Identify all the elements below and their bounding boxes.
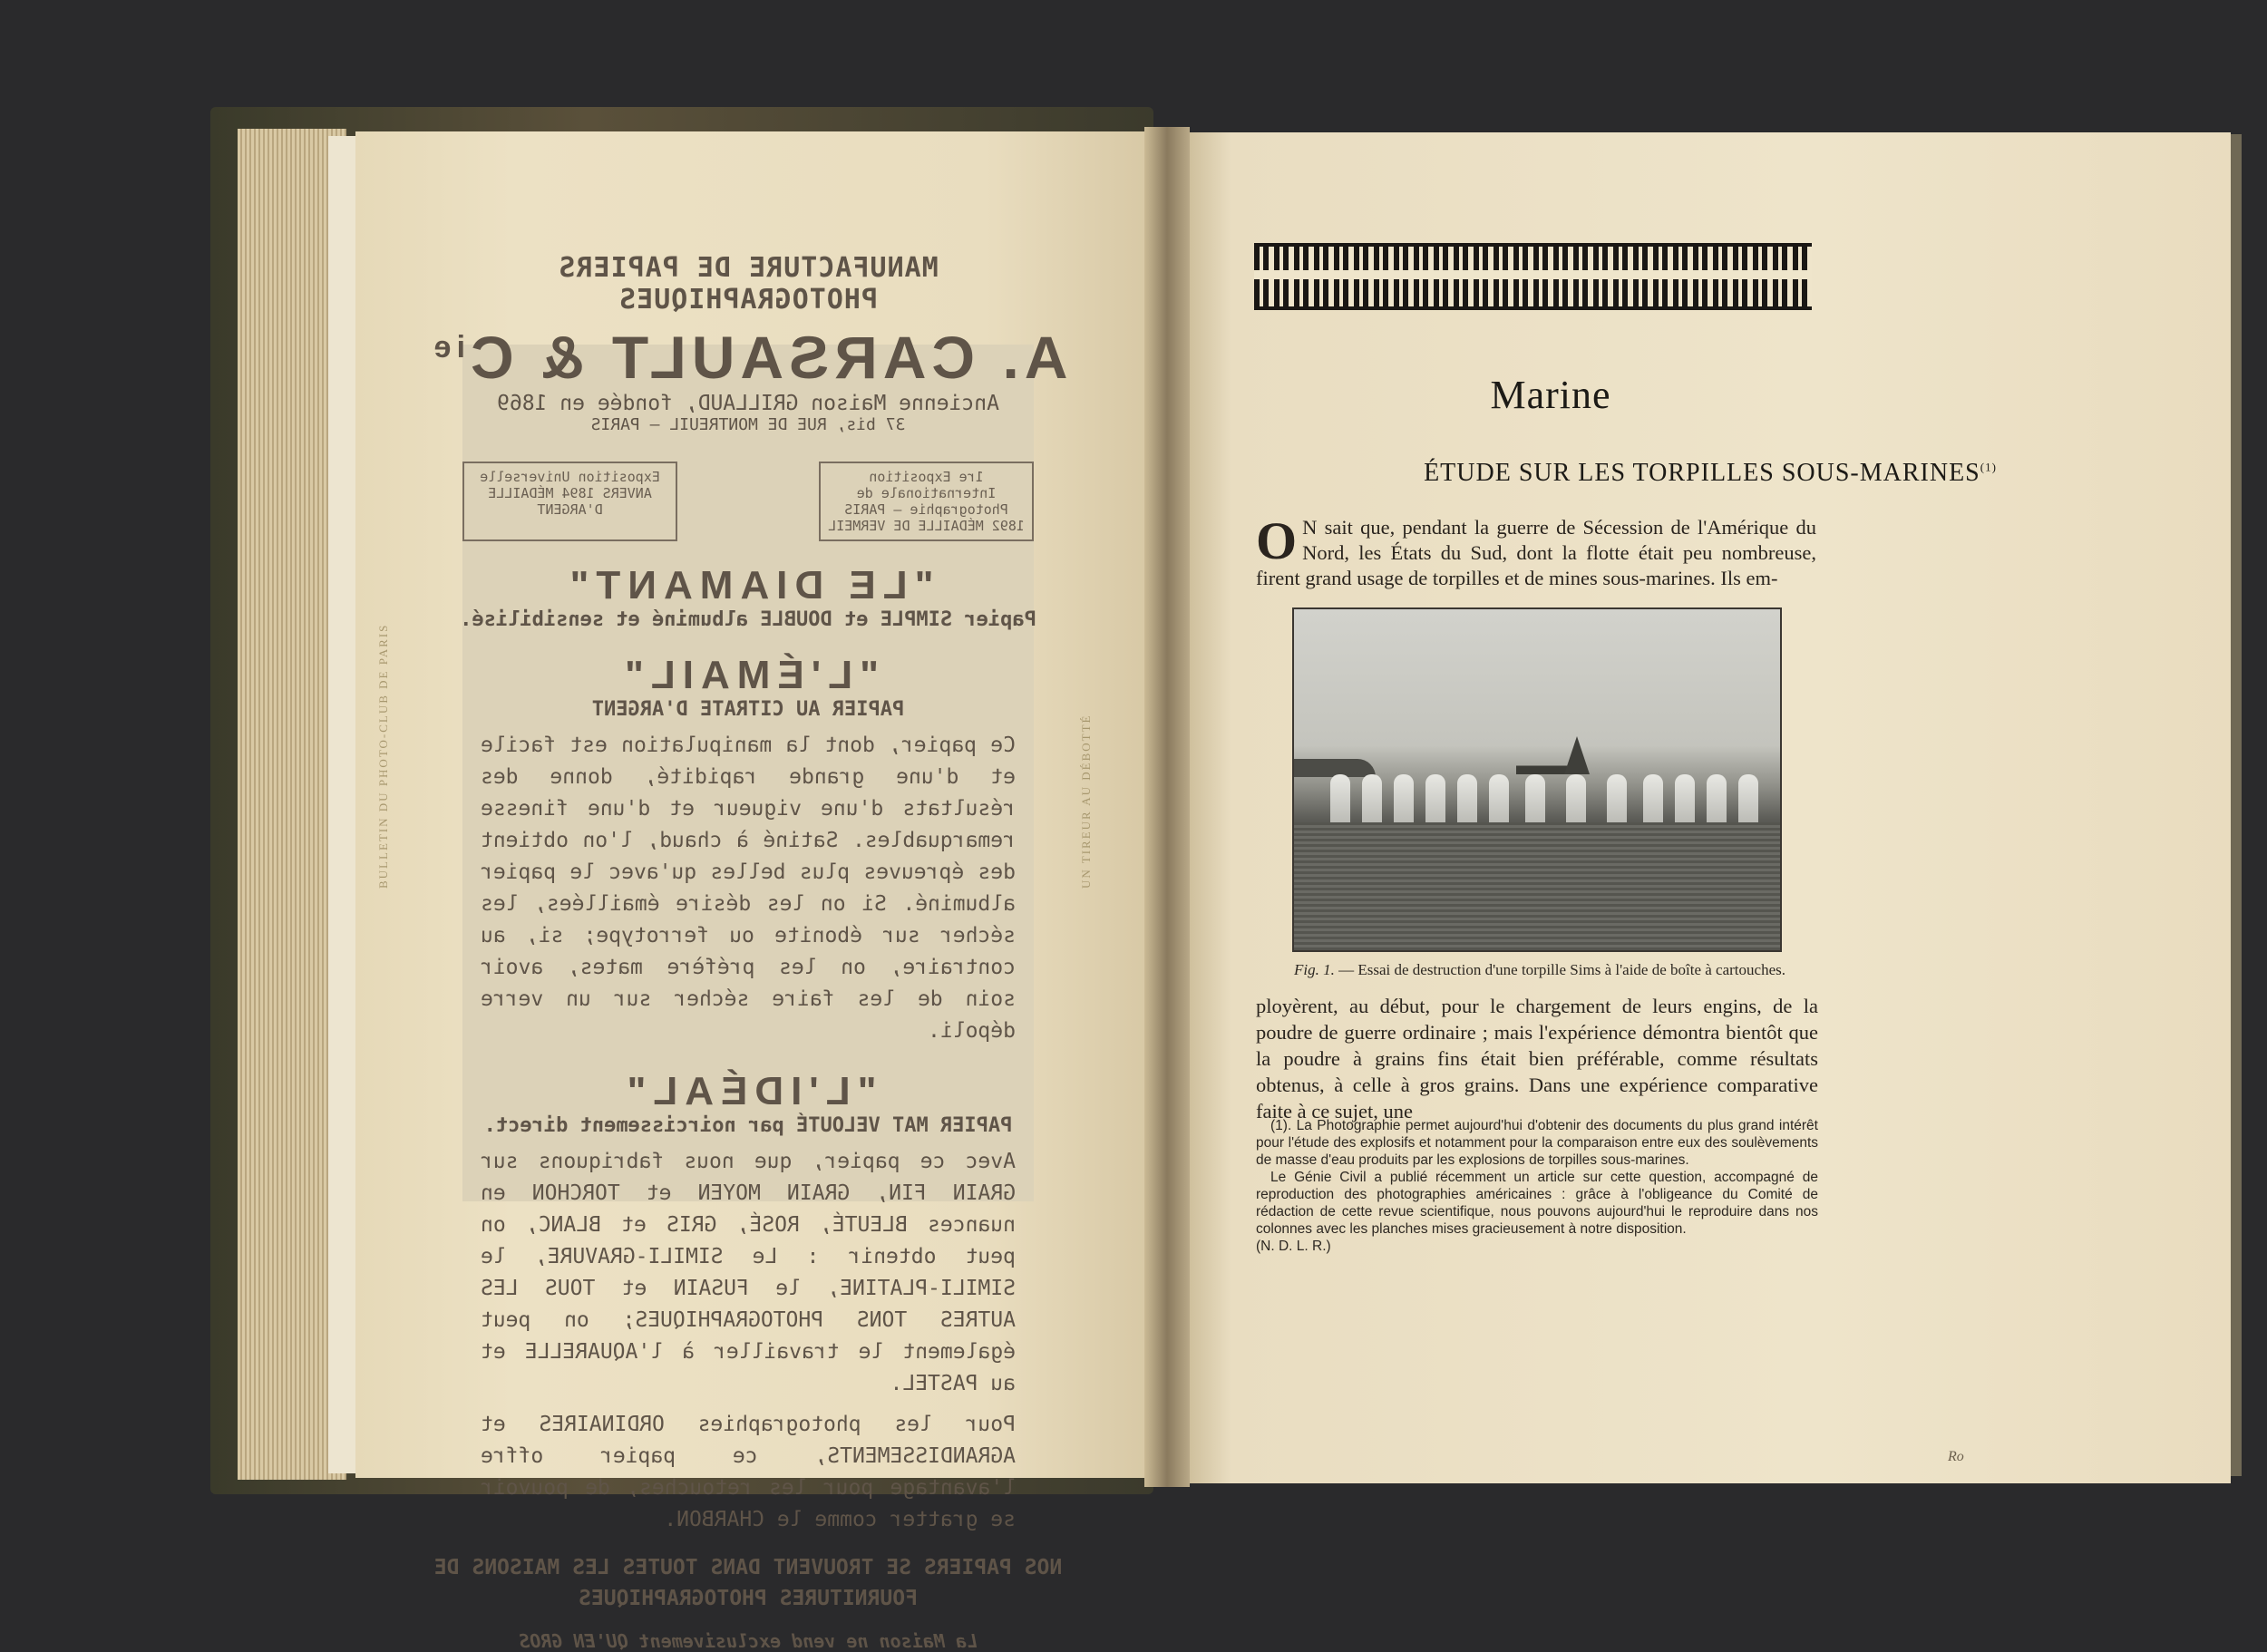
spine-label-left: BULLETIN DU PHOTO-CLUB DE PARIS [376,623,390,889]
advert-brand-sup: ie [428,330,465,364]
advert-address: 37 bis, RUE DE MONTREUIL — PARIS [590,415,906,434]
book-spine [1144,127,1190,1487]
product-email-text: Ce papier, dont la manipulation est facile et d'une grande rapidité, donne des résultats d'une vigueur et d'une finesse remarquables. Satiné à chaud, l'on obtient des épreuves plus belles qu'avec le papier albuminé. Si on les désire émaillées, les sécher sur ébonite ou ferrotype; si, au contraire, on les préfère mates, avoir soin de les faire sécher sur un verre dépoli. [481,734,1016,1043]
photo-splash [1330,774,1350,827]
photo-splash [1394,774,1414,827]
figure-label: Fig. 1. [1294,961,1335,978]
advert-brand-name: A. CARSAULT & C [464,324,1068,391]
photo-ship [1516,745,1571,774]
photo-splash [1457,774,1477,827]
photo-splash [1489,774,1509,827]
product-email: "L'ÉMAIL" [618,653,879,697]
medal-box-1: 1re Exposition Internationale de Photographie — PARIS 1892 MÉDAILLE DE VERMEIL [819,462,1034,541]
advert-brand [426,323,1070,392]
product-email-sub: PAPIER AU CITRATE D'ARGENT [591,698,905,721]
figure-caption [1259,961,1821,979]
medal-box-2: Exposition Universelle ANVERS 1894 MÉDAILLE D'ARGENT [462,462,677,541]
advert-footer: NOS PAPIERS SE TROUVENT DANS TOUTES LES MAISONS DE FOURNITURES PHOTOGRAPHIQUES [433,1556,1063,1610]
photo-splash [1566,774,1586,827]
product-ideal-sub: PAPIER MAT VELOUTÉ par noircissement direct. [483,1114,1013,1137]
advert-manufacturer: MANUFACTURE DE PAPIERS PHOTOGRAPHIQUES [558,252,939,316]
photo-splash [1643,774,1663,827]
photo-water [1294,822,1780,952]
intro-text: N sait que, pendant la guerre de Sécession de l'Amérique du Nord, les États du Sud, dont la flotte était peu nombreuse, firent grand usage de torpilles et de mines sous-marines. Ils em- [1256,516,1816,589]
advert-footer-2: La Maison ne vend exclusivement QU'EN GROS [519,1630,978,1652]
footnote [1256,1117,1818,1255]
footnote-sign: (N. D. L. R.) [1256,1239,1331,1254]
article-note-ref: (1) [1980,460,1997,474]
footnote-1: (1). La Photographie permet aujourd'hui d'obtenir des documents du plus grand intérêt pour l'étude des explosifs et notamment pour la comparaison entre eux des soulèvements de masse d'eau produits par les explosions de torpilles sous-marines. [1256,1118,1818,1168]
section-title: Marine [1490,373,1611,417]
spine-label-right: UN TIREUR AU DÉBOTTÉ [1079,714,1093,889]
advert-medals [426,462,1070,541]
article-body: ployèrent, au début, pour le chargement de leurs engins, de la poudre de guerre ordinaire ; mais l'expérience démontra bientôt que la poudre à grains fins était bien préférable, comme résultats obtenus, à celle à gros grains. Dans une expérience comparative faite à ce sujet, une [1256,995,1818,1122]
photo-splash [1607,774,1627,827]
ornamental-header-band [1254,243,1812,310]
figure-caption-text: — Essai de destruction d'une torpille Sims à l'aide de boîte à cartouches. [1338,961,1785,978]
photo-splash [1362,774,1382,827]
torpedo-photograph [1292,607,1782,952]
product-ideal-text: Avec ce papier, que nous fabriquons sur GRAIN FIN, GRAIN MOYEN et TORCHON en nuances BLEUTÉ, ROSÉ, GRIS et BLANC, on peut obtenir : Le SIMILI-GRAVURE, le SIMILI-PLATINE, le FUSAIN et TOUS LES AUTRES TONS PHOTOGRAPHIQUES; on peut également le travailler à l'AQUARELLE et au PASTEL. [481,1150,1016,1395]
inserted-leaf [328,136,355,1473]
photo-sail [1564,736,1590,774]
article-title-text: ÉTUDE SUR LES TORPILLES SOUS-MARINES [1424,459,1980,487]
product-diamant-sub: Papier SIMPLE et DOUBLE albuminé et sensibilisé. [460,608,1036,631]
footnote-2: Le Génie Civil a publié récemment un article sur cette question, accompagné de reproduction des photographies américaines : grâce à l'obligeance du Comité de rédaction de cette revue scientifique, nous pouvons aujourd'hui le reproduire dans nos colonnes avec les planches mises gracieusement à notre disposition. [1256,1170,1818,1237]
product-ideal: "L'IDÉAL" [619,1069,877,1113]
drop-cap: O [1256,511,1298,570]
photo-splash [1675,774,1695,827]
photo-splash [1707,774,1727,827]
photo-splash [1525,774,1545,827]
product-ideal-text-2: Pour les photographies ORDINAIRES et AGRANDISSEMENTS, ce papier offre l'avantage pour les retouches, de pouvoir se gratter comme le CHARBON. [481,1413,1016,1531]
mirrored-advertisement [426,227,1070,1652]
article-title [1190,459,2231,488]
article-intro [1256,511,1816,591]
product-diamant: "LE DIAMANT" [562,563,934,607]
book-cover-edge [2231,134,2242,1476]
photo-splash [1738,774,1758,827]
advert-founded: Ancienne Maison GRILLAUD, fondée en 1869 [497,392,999,415]
page-number: Ro [1948,1449,1964,1464]
photo-splash [1425,774,1445,827]
